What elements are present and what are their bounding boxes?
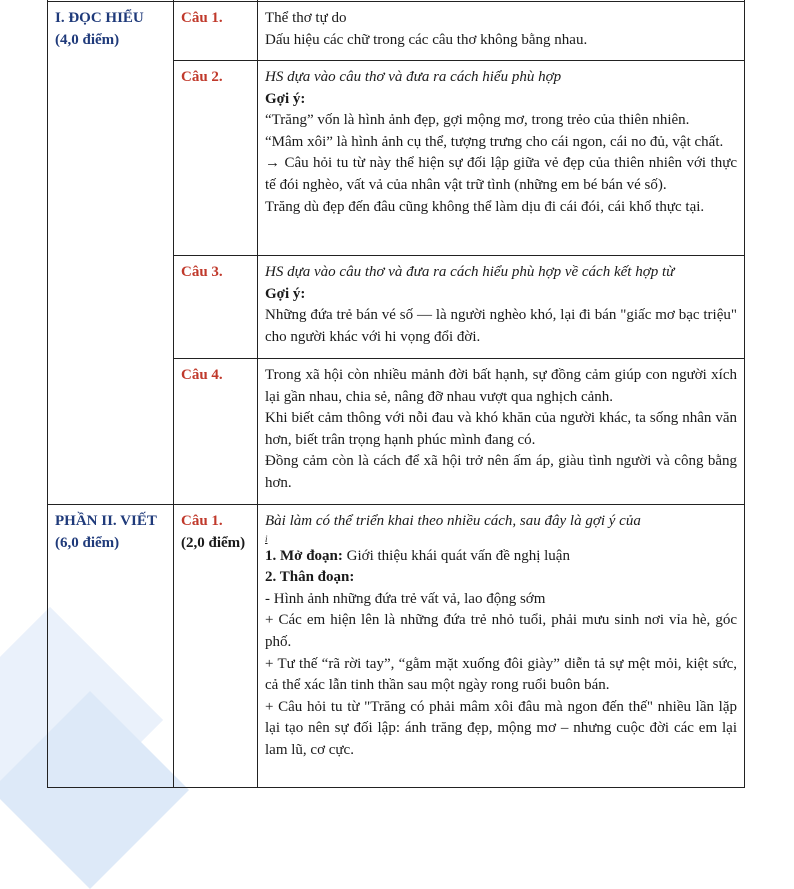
answer-line: + Tư thế “rã rời tay”, “gằm mặt xuống đôi giày” diễn tả sự mệt mỏi, kiệt sức, cả thể xác lẫn tinh thần sau một ngày rong ruổi buôn bán. xyxy=(265,655,737,694)
answer-intro-cont: i xyxy=(265,533,268,544)
question-label: Câu 3. xyxy=(181,264,223,280)
question-cell xyxy=(174,256,258,359)
answer-line: → Câu hỏi tu từ này thể hiện sự đối lập giữa vẻ đẹp của thiên nhiên với thực tế đói nghèo, vất vả của nhân vật trữ tình (những em bé bán vé số). xyxy=(265,155,737,193)
answer-line: Trăng dù đẹp đến đâu cũng không thể làm dịu đi cái đói, cái khổ thực tại. xyxy=(265,198,705,215)
question-cell xyxy=(174,505,258,788)
answer-line: + Các em hiện lên là những đứa trẻ nhỏ tuổi, phải mưu sinh nơi vỉa hè, góc phố. xyxy=(265,612,737,650)
answer-cell xyxy=(258,256,745,359)
answer-line: - Hình ảnh những đứa trẻ vất vả, lao động sớm xyxy=(265,590,546,607)
question-label: Câu 1. xyxy=(181,10,223,26)
answer-line: Dấu hiệu các chữ trong các câu thơ không bằng nhau. xyxy=(265,31,588,48)
answer-intro: Bài làm có thể triển khai theo nhiều cách, sau đây là gợi ý của xyxy=(265,513,641,529)
opening-text: Giới thiệu khái quát vấn đề nghị luận xyxy=(342,547,570,564)
answer-cell xyxy=(258,359,745,505)
answer-cell xyxy=(258,61,745,256)
hint-label: Gợi ý: xyxy=(265,90,306,107)
answer-line: Khi biết cảm thông với nỗi đau và khó khăn của người khác, ta sống nhân văn hơn, biết trân trọng hạnh phúc mình đang có. xyxy=(265,410,737,448)
table-row xyxy=(48,2,745,61)
answer-cell xyxy=(258,2,745,61)
question-cell xyxy=(174,2,258,61)
answer-line: Đồng cảm còn là cách để xã hội trở nên ấm áp, giàu tình người và công bằng hơn. xyxy=(265,453,737,491)
answer-key-table xyxy=(47,0,745,788)
answer-line: + Câu hỏi tu từ "Trăng có phải mâm xôi đâu mà ngon đến thế" nhiều lần lặp lại tạo nên sự đối lập: ánh trăng đẹp, mộng mơ – nhưng cuộc đời các em lại lam lũ, cơ cực. xyxy=(265,698,737,758)
section-title: PHẦN II. VIẾT xyxy=(55,513,157,529)
table-row xyxy=(48,505,745,788)
section-points: (4,0 điểm) xyxy=(55,31,120,48)
answer-line: Trong xã hội còn nhiều mảnh đời bất hạnh, sự đồng cảm giúp con người xích lại gần nhau, chia sẻ, nâng đỡ nhau vượt qua nghịch cảnh. xyxy=(265,367,737,405)
answer-cell xyxy=(258,505,745,788)
answer-intro: HS dựa vào câu thơ và đưa ra cách hiểu phù hợp về cách kết hợp từ xyxy=(265,264,675,280)
answer-line: “Trăng” vốn là hình ảnh đẹp, gợi mộng mơ, trong trẻo của thiên nhiên. xyxy=(265,112,690,129)
section-cell xyxy=(48,2,174,505)
question-points: (2,0 điểm) xyxy=(181,534,246,551)
section-points: (6,0 điểm) xyxy=(55,534,120,551)
question-label: Câu 2. xyxy=(181,69,223,85)
answer-intro: HS dựa vào câu thơ và đưa ra cách hiểu phù hợp xyxy=(265,69,562,85)
question-cell xyxy=(174,359,258,505)
answer-line: Thể thơ tự do xyxy=(265,10,347,26)
question-label: Câu 4. xyxy=(181,367,223,383)
section-title: I. ĐỌC HIỂU xyxy=(55,10,144,26)
question-label: Câu 1. xyxy=(181,513,223,529)
answer-line: Những đứa trẻ bán vé số — là người nghèo khó, lại đi bán "giấc mơ bạc triệu" cho người khác với hi vọng đổi đời. xyxy=(265,307,737,345)
hint-label: Gợi ý: xyxy=(265,285,306,302)
body-label: 2. Thân đoạn: xyxy=(265,569,355,586)
opening-label: 1. Mở đoạn: xyxy=(265,547,343,564)
question-cell xyxy=(174,61,258,256)
section-cell xyxy=(48,505,174,788)
answer-line: “Mâm xôi” là hình ảnh cụ thể, tượng trưng cho cái ngon, cái no đủ, vật chất. xyxy=(265,133,724,150)
opening-line xyxy=(265,546,737,568)
